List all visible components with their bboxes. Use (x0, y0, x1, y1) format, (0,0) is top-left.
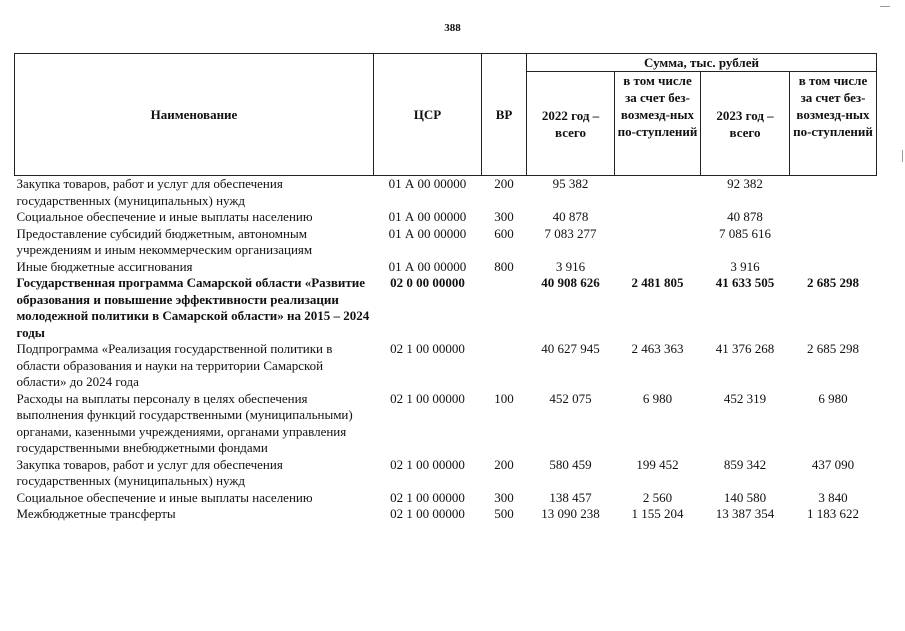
row-vr: 100 (494, 390, 514, 406)
row-2022-free: 2 481 805 (631, 275, 684, 290)
header-vr: ВР (482, 54, 527, 176)
header-name: Наименование (15, 54, 374, 176)
table-row (15, 275, 877, 341)
row-2022-total: 95 382 (552, 176, 589, 191)
row-2023-free: 437 090 (811, 456, 855, 472)
row-2023-total: 3 916 (730, 258, 760, 274)
row-2022-total: 452 075 (549, 390, 592, 406)
table-row (15, 259, 877, 276)
row-2023-free (790, 209, 877, 226)
row-vr: 300 (494, 209, 514, 224)
row-vr: 800 (494, 258, 514, 274)
row-2023-total: 13 387 354 (715, 506, 775, 521)
table-row (15, 490, 877, 507)
row-vr: 200 (494, 176, 514, 191)
row-2023-free: 1 183 622 (807, 506, 859, 521)
row-2022-free: 2 463 363 (631, 341, 684, 356)
row-2023-total: 7 085 616 (719, 225, 771, 241)
row-name: Социальное обеспечение и иные выплаты населению (16, 489, 313, 505)
row-2022-free (615, 226, 701, 259)
row-2022-free (615, 176, 701, 210)
row-2022-total: 13 090 238 (541, 506, 600, 521)
row-2023-free (790, 226, 877, 259)
row-name: Предоставление субсидий бюджетным, автономным учреждениям и иным некоммерческим организациям (16, 225, 313, 257)
row-csr: 01 А 00 00000 (388, 258, 467, 274)
row-2022-total: 7 083 277 (544, 225, 597, 241)
row-2023-total: 41 376 268 (715, 341, 775, 356)
row-2022-free: 2 560 (642, 489, 673, 505)
row-2023-total: 40 878 (727, 209, 763, 224)
row-2023-total: 859 342 (723, 456, 767, 472)
table-row (15, 457, 877, 490)
row-2023-total: 41 633 505 (715, 275, 775, 290)
row-2023-total: 140 580 (723, 489, 767, 505)
row-2023-total: 452 319 (723, 390, 767, 406)
row-name: Подпрограмма «Реализация государственной политики в области образования и науки на территории Самарской области» до 2024 года (16, 341, 333, 389)
row-csr: 02 1 00 00000 (390, 341, 465, 356)
row-vr: 600 (494, 225, 514, 241)
row-csr: 02 1 00 00000 (390, 390, 465, 406)
row-2023-free (790, 176, 877, 210)
row-2023-free: 2 685 298 (807, 275, 859, 290)
header-csr: ЦСР (374, 54, 482, 176)
row-csr: 02 1 00 00000 (390, 456, 465, 472)
row-vr: 300 (494, 489, 514, 505)
row-2022-total: 40 878 (552, 209, 589, 224)
row-name: Закупка товаров, работ и услуг для обеспечения государственных (муниципальных) нужд (16, 176, 283, 208)
row-2022-free (615, 259, 701, 276)
row-2022-total: 138 457 (549, 489, 592, 505)
header-2022-free: в том числе за счет без-возмезд-ных по-ступлений (615, 72, 701, 176)
row-name: Расходы на выплаты персоналу в целях обеспечения выполнения функций государственными (муниципальными) органами, казенными учреждениями, органами управления государственными внебюджетными фондами (16, 390, 353, 455)
row-name: Закупка товаров, работ и услуг для обеспечения государственных (муниципальных) нужд (16, 456, 283, 488)
row-vr: 500 (494, 506, 514, 521)
row-name: Межбюджетные трансферты (16, 506, 176, 521)
table-row (15, 506, 877, 523)
table-row (15, 226, 877, 259)
budget-table (14, 53, 877, 523)
row-2023-free: 2 685 298 (807, 341, 859, 356)
row-2022-free: 6 980 (642, 390, 673, 406)
row-csr: 02 0 00 00000 (390, 275, 465, 290)
table-row (15, 341, 877, 391)
page-number: 388 (444, 22, 461, 34)
row-2022-free (615, 209, 701, 226)
row-csr: 01 А 00 00000 (388, 209, 467, 224)
row-name: Социальное обеспечение и иные выплаты населению (16, 209, 313, 224)
row-2022-free: 1 155 204 (631, 506, 684, 521)
row-csr: 01 А 00 00000 (388, 225, 467, 241)
row-2023-free: 6 980 (818, 390, 848, 406)
row-2022-total: 40 908 626 (541, 275, 600, 290)
row-vr (482, 341, 527, 391)
row-2022-total: 580 459 (549, 456, 592, 472)
row-vr (482, 275, 527, 341)
row-vr: 200 (494, 456, 514, 472)
scan-edge-mark (902, 150, 903, 162)
row-csr: 01 А 00 00000 (388, 176, 467, 191)
row-2022-free: 199 452 (636, 456, 679, 472)
row-csr: 02 1 00 00000 (390, 489, 465, 505)
table-row (15, 209, 877, 226)
row-2022-total: 3 916 (555, 258, 586, 274)
table-row (15, 391, 877, 457)
scan-edge-mark (880, 6, 890, 7)
row-2022-total: 40 627 945 (541, 341, 600, 356)
row-2023-free (790, 259, 877, 276)
table-row (15, 176, 877, 210)
header-2022-total: 2022 год – всего (527, 72, 615, 176)
header-2023-free: в том числе за счет без-возмезд-ных по-ступлений (790, 72, 877, 176)
row-name: Иные бюджетные ассигнования (16, 258, 193, 274)
row-name: Государственная программа Самарской области «Развитие образования и повышение эффективности реализации молодежной политики в Самарской области» на 2015 – 2024 годы (16, 275, 370, 340)
header-sum-group: Сумма, тыс. рублей (527, 54, 877, 72)
row-2023-total: 92 382 (727, 176, 763, 191)
row-csr: 02 1 00 00000 (390, 506, 465, 521)
header-2023-total: 2023 год – всего (701, 72, 790, 176)
row-2023-free: 3 840 (818, 489, 848, 505)
